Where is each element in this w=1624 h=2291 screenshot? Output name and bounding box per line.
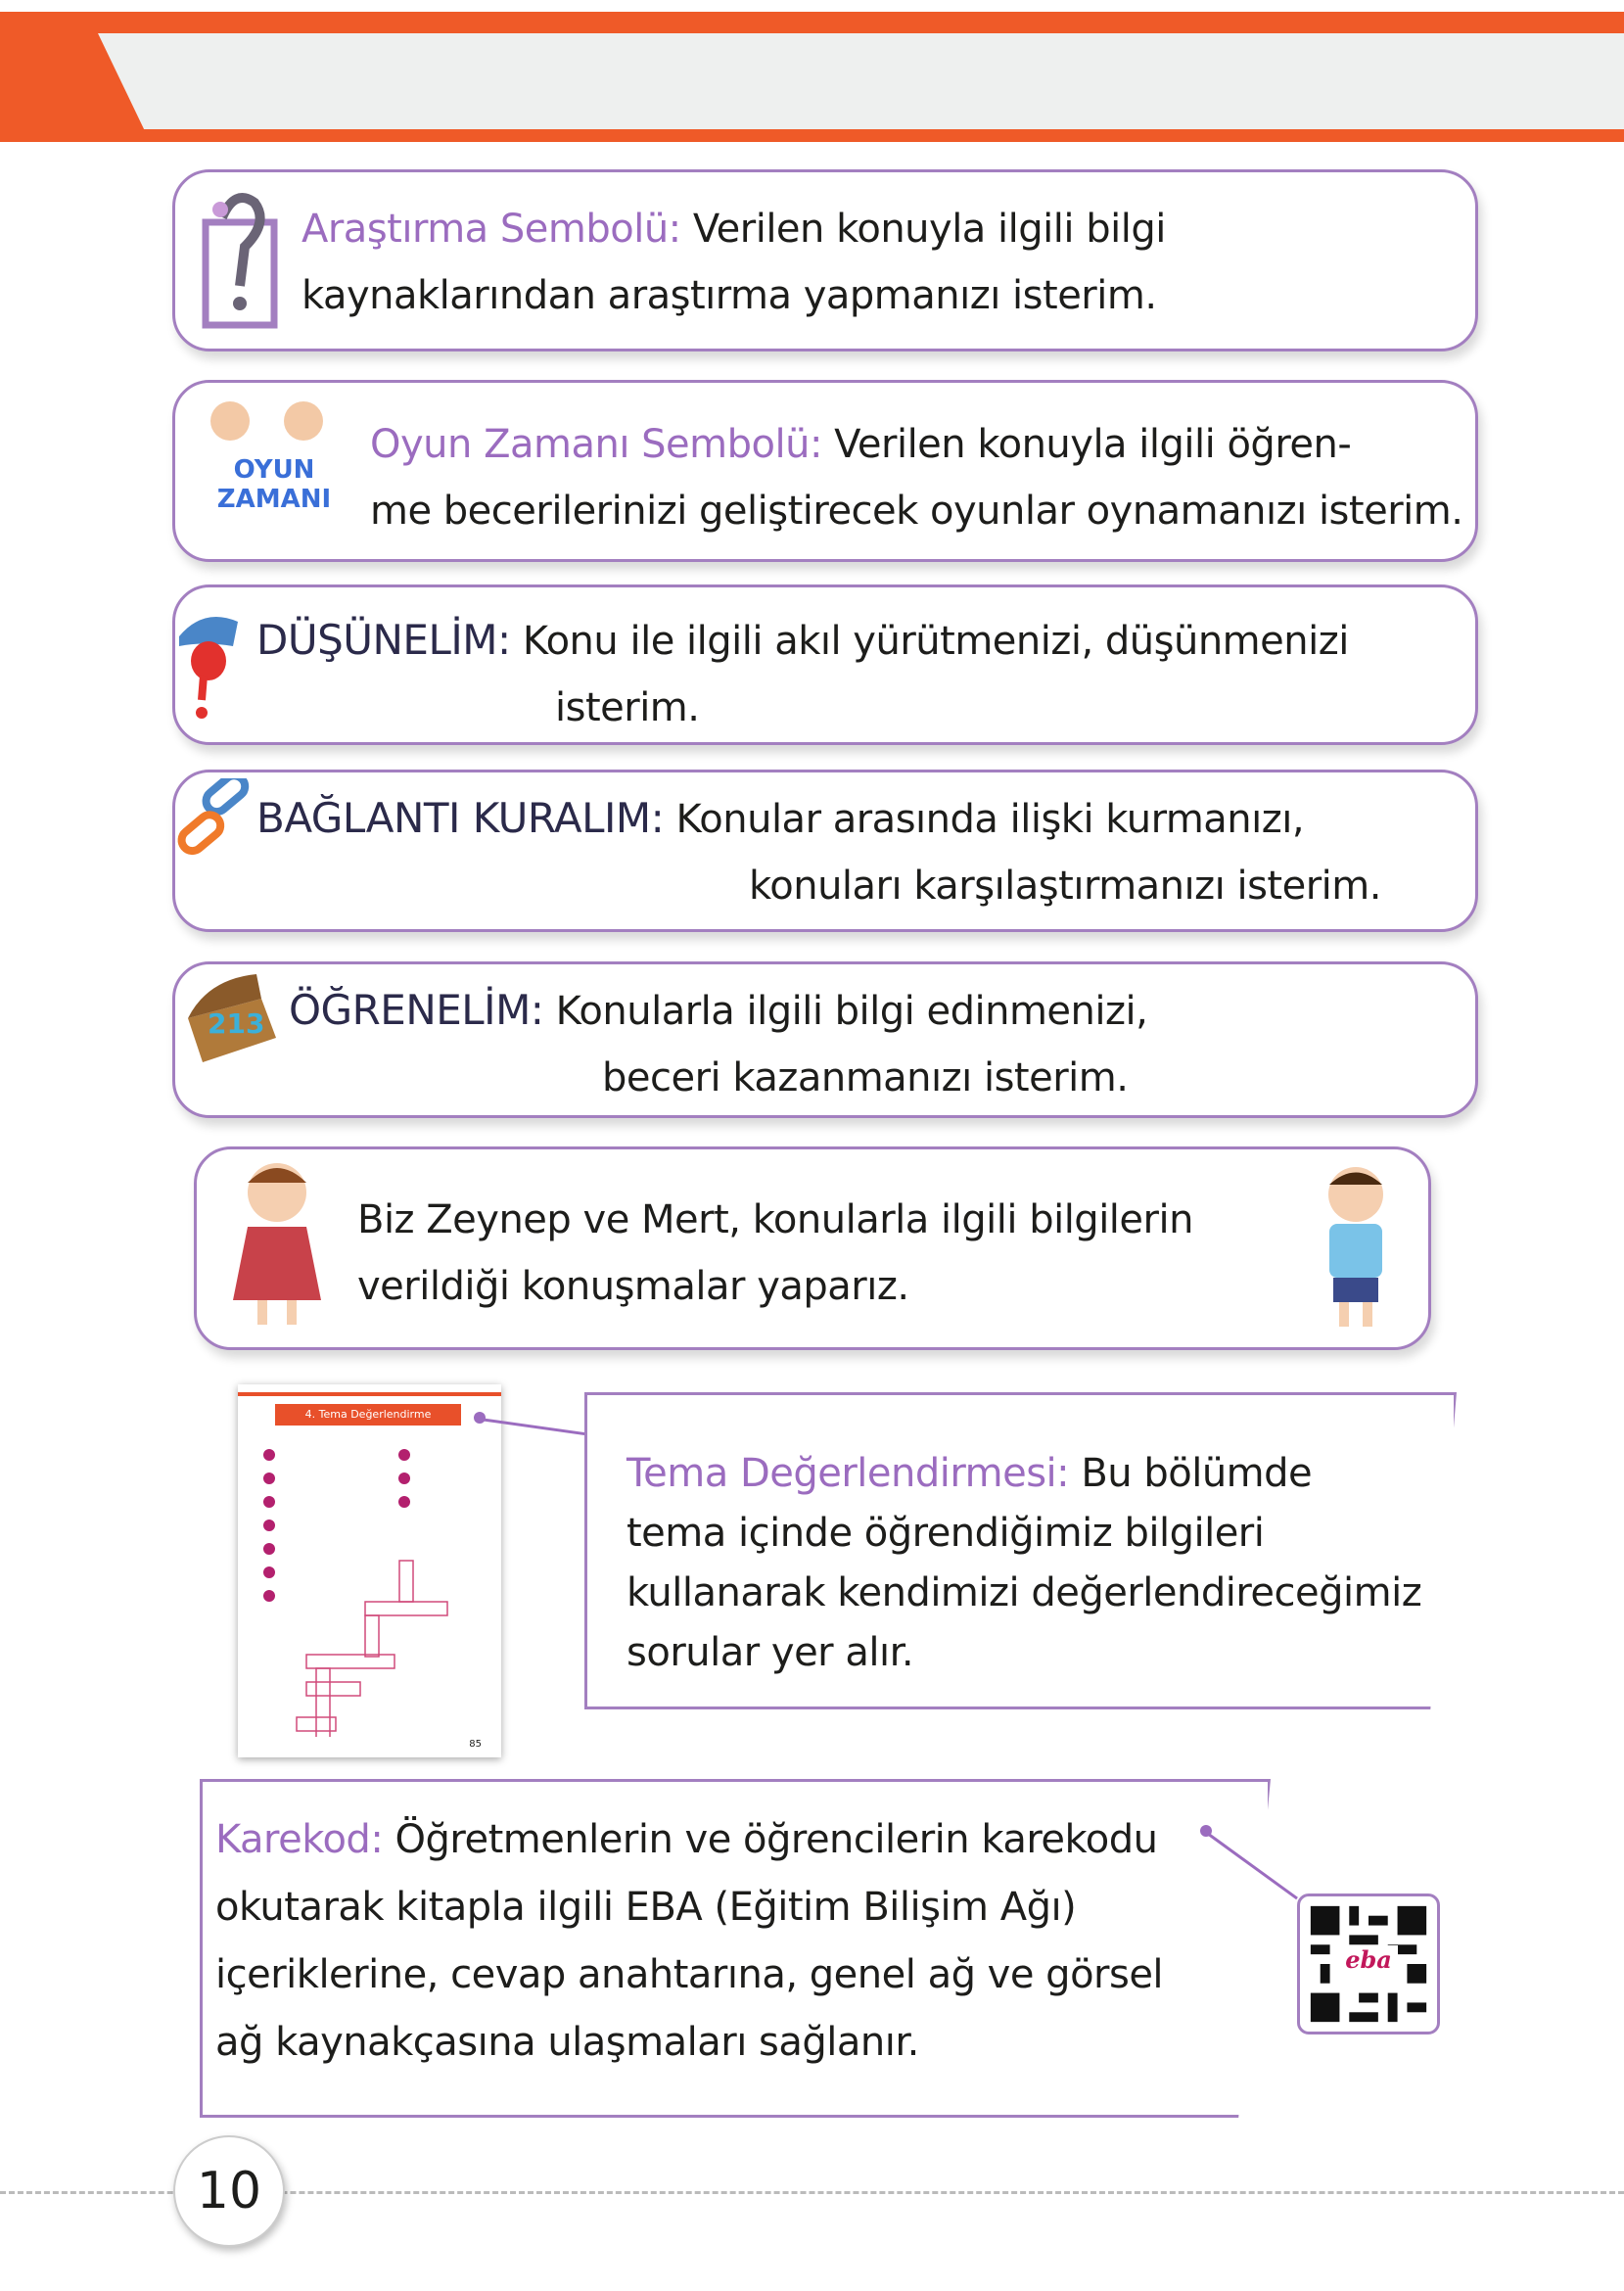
zeynep-character-icon (223, 1153, 331, 1334)
box-line: Verilen konuyla ilgili bilgi (680, 207, 1166, 252)
box-line: tema içinde öğrendiğimiz bilgileri (626, 1511, 1265, 1556)
box-title: Araştırma Sembolü: (302, 207, 681, 252)
svg-text:213: 213 (208, 1007, 265, 1040)
box-title: ÖĞRENELİM: (289, 986, 544, 1034)
connection-text (256, 785, 1381, 919)
research-symbol-text (302, 196, 1166, 329)
box-line: kaynaklarından araştırma yapmanızı isterim. (302, 273, 1157, 318)
qr-code-text (215, 1806, 1163, 2077)
box-title: Karekod: (215, 1817, 384, 1862)
box-line: Bu bölümde (1069, 1451, 1313, 1496)
mert-character-icon (1312, 1155, 1400, 1336)
thinking-icon (174, 607, 248, 725)
box-line: Konu ile ilgili akıl yürütmenizi, düşünmenizi (510, 619, 1349, 664)
header-title-area (98, 33, 1624, 129)
game-time-text (370, 411, 1462, 544)
box-line: kullanarak kendimizi değerlendireceğimiz (626, 1570, 1422, 1615)
treasure-chest-icon (178, 969, 286, 1067)
theme-evaluation-thumbnail (238, 1384, 501, 1757)
eba-logo: eba (1339, 1945, 1398, 1974)
box-title: Oyun Zamanı Sembolü: (370, 422, 822, 467)
box-line: Verilen konuyla ilgili öğren- (821, 422, 1352, 467)
box-line: okutarak kitapla ilgili EBA (Eğitim Bilişim Ağı) (215, 1885, 1077, 1930)
box-line: beceri kazanmanızı isterim. (602, 1055, 1129, 1100)
box-line: konuları karşılaştırmanızı isterim. (749, 864, 1381, 909)
chain-link-icon (174, 778, 253, 857)
box-line: Öğretmenlerin ve öğrencilerin karekodu (383, 1817, 1158, 1862)
box-line: verildiği konuşmalar yaparız. (357, 1264, 909, 1309)
box-line: Biz Zeynep ve Mert, konularla ilgili bilgilerin (357, 1197, 1193, 1242)
learning-text (289, 977, 1147, 1111)
header-bar (0, 12, 1624, 142)
theme-evaluation-text (626, 1444, 1421, 1683)
box-line: Konular arasında ilişki kurmanızı, (664, 797, 1305, 842)
box-title: BAĞLANTI KURALIM: (256, 794, 665, 842)
connector-dot (474, 1412, 486, 1424)
box-line: me becerilerinizi geliştirecek oyunlar oynamanızı isterim. (370, 489, 1463, 534)
page-number: 10 (173, 2135, 285, 2247)
qr-code[interactable] (1297, 1894, 1440, 2034)
box-line: içeriklerine, cevap anahtarına, genel ağ ve görsel (215, 1952, 1164, 1997)
characters-text (357, 1187, 1193, 1320)
research-symbol-icon (201, 188, 284, 330)
connector-dot (1200, 1825, 1212, 1837)
box-line: Konularla ilgili bilgi edinmenizi, (543, 989, 1148, 1034)
game-time-logo-text: OYUN ZAMANI (216, 455, 332, 514)
box-line: isterim. (555, 685, 700, 730)
thinking-text (256, 607, 1349, 741)
box-title: DÜŞÜNELİM: (256, 616, 511, 664)
box-line: ağ kaynakçasına ulaşmaları sağlanır. (215, 2020, 919, 2065)
thumbnail-page-number: 85 (469, 1739, 482, 1750)
game-time-icon (191, 401, 357, 529)
box-line: sorular yer alır. (626, 1630, 914, 1675)
thumbnail-title: 4. Tema Değerlendirme (275, 1404, 461, 1426)
box-title: Tema Değerlendirmesi: (626, 1451, 1070, 1496)
